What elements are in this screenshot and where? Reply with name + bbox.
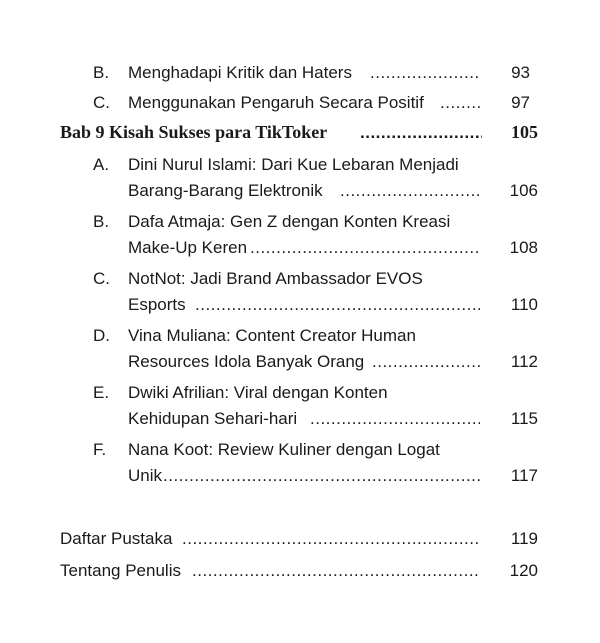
toc-dot-leader [182,528,480,550]
toc-page-number: 112 [510,352,538,371]
toc-page-number: 115 [510,409,538,428]
toc-entry-letter: A. [93,155,110,174]
toc-dot-leader [360,122,482,144]
toc-entry-title-line1: Nana Koot: Review Kuliner dengan Logat [128,440,440,459]
toc-page-number: 117 [510,466,538,485]
toc-page-number: 106 [509,181,538,200]
toc-page-number: 105 [511,122,538,142]
toc-entry-title-line1: NotNot: Jadi Brand Ambassador EVOS [128,269,423,288]
toc-entry-ch9-d[interactable] [0,325,600,375]
toc-dot-leader [440,92,480,114]
toc-entry-ch9-b[interactable] [0,211,600,261]
toc-entry-ch8-b[interactable] [0,62,600,84]
toc-entry-letter: C. [93,269,110,288]
toc-dot-leader [195,294,480,316]
toc-entry-title-line2: Barang-Barang Elektronik [128,181,323,200]
toc-entry-ch9-f[interactable] [0,439,600,489]
toc-entry-letter: B. [93,212,110,231]
toc-entry-title: Tentang Penulis [60,561,181,580]
toc-entry-tentang-penulis[interactable] [0,560,600,582]
toc-dot-leader [192,560,480,582]
toc-page-number: 110 [510,295,538,314]
toc-page-number: 97 [511,93,530,112]
toc-page-number: 93 [511,63,530,82]
toc-entry-title-line2: Make-Up Keren [128,238,248,257]
toc-dot-leader [163,465,480,487]
toc-dot-leader [372,351,480,373]
toc-entry-letter: B. [93,63,110,82]
toc-entry-title: Menggunakan Pengaruh Secara Positif [128,93,424,112]
chapter-title: Bab 9 Kisah Sukses para TikToker [60,122,328,142]
toc-entry-title-line2: Kehidupan Sehari-hari [128,409,298,428]
toc-entry-title-line1: Dini Nurul Islami: Dari Kue Lebaran Menjadi [128,155,459,174]
toc-entry-ch8-c[interactable] [0,92,600,114]
toc-page-number: 119 [510,529,538,548]
toc-entry-ch9-c[interactable] [0,268,600,318]
toc-dot-leader [250,237,480,259]
toc-entry-title: Menghadapi Kritik dan Haters [128,63,352,82]
toc-entry-title-line2: Resources Idola Banyak Orang [128,352,365,371]
toc-page-number: 120 [509,561,538,580]
toc-dot-leader [370,62,480,84]
toc-entry-ch9-a[interactable] [0,154,600,204]
toc-entry-title-line1: Dafa Atmaja: Gen Z dengan Konten Kreasi [128,212,451,231]
toc-entry-letter: F. [93,440,107,459]
toc-entry-title-line2: Esports [128,295,186,314]
toc-entry-ch9-e[interactable] [0,382,600,432]
toc-page-number: 108 [509,238,538,257]
toc-dot-leader [340,180,480,202]
toc-entry-title-line1: Vina Muliana: Content Creator Human [128,326,416,345]
toc-entry-letter: E. [93,383,110,402]
toc-entry-letter: D. [93,326,110,345]
toc-entry-title: Daftar Pustaka [60,529,173,548]
toc-chapter-9-heading[interactable] [0,122,600,144]
toc-entry-title-line2: Unik [128,466,163,485]
toc-entry-title-line1: Dwiki Afrilian: Viral dengan Konten [128,383,388,402]
toc-entry-daftar-pustaka[interactable] [0,528,600,550]
toc-dot-leader [310,408,480,430]
toc-entry-letter: C. [93,93,110,112]
